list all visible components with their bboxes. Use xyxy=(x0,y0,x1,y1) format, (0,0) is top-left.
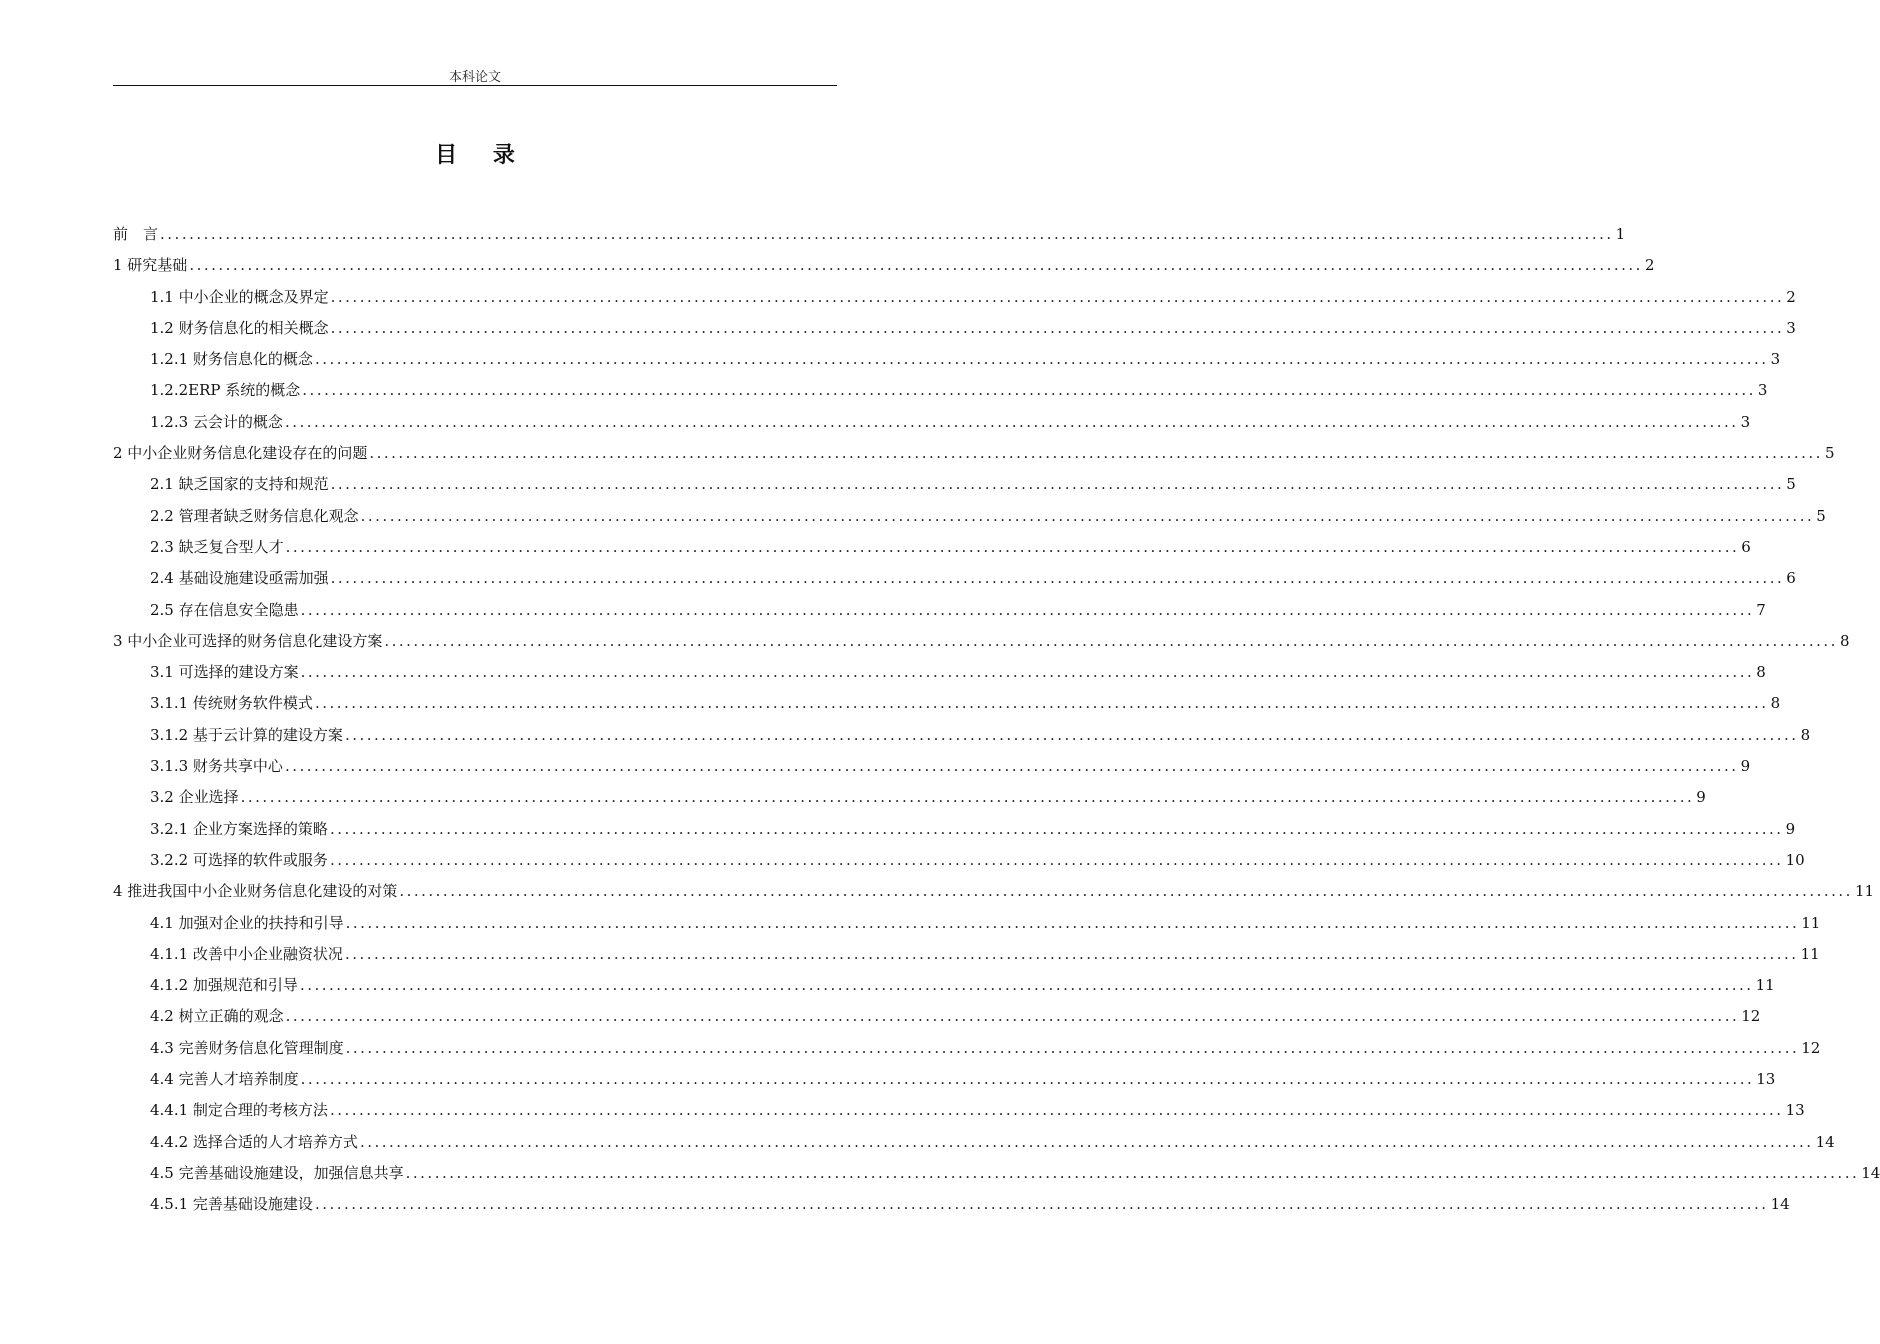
toc-leader-dots: ........................................................................................................................................................................................................ xyxy=(284,412,1739,431)
toc-entry-label: 4.5.1 完善基础设施建设 xyxy=(150,1195,313,1214)
toc-entry[interactable] xyxy=(113,469,1796,500)
toc-entry-page: 3 xyxy=(1757,381,1768,400)
toc-entry-page: 9 xyxy=(1785,819,1796,838)
toc-entry[interactable] xyxy=(113,1095,1805,1126)
toc-entry[interactable] xyxy=(113,1189,1790,1220)
toc-entry-label: 4.4.1 制定合理的考核方法 xyxy=(150,1101,328,1120)
toc-entry-label: 1.1 中小企业的概念及界定 xyxy=(150,287,329,306)
toc-entry-page: 8 xyxy=(1839,631,1850,650)
toc-leader-dots: ........................................................................................................................................................................................................ xyxy=(369,444,1823,463)
toc-entry-label: 4.5 完善基础设施建设，加强信息共享 xyxy=(150,1163,404,1182)
toc-entry-label: 3.1 可选择的建设方案 xyxy=(150,663,299,682)
toc-entry[interactable] xyxy=(113,720,1811,751)
toc-leader-dots: ........................................................................................................................................................................................................ xyxy=(384,631,1838,650)
toc-entry-page: 8 xyxy=(1800,725,1811,744)
toc-entry-label: 2.2 管理者缺乏财务信息化观念 xyxy=(150,506,359,525)
toc-leader-dots: ........................................................................................................................................................................................................ xyxy=(330,287,1785,306)
toc-entry-label: 1.2.2ERP 系统的概念 xyxy=(150,381,301,400)
toc-entry-label: 3.1.3 财务共享中心 xyxy=(150,757,283,776)
toc-leader-dots: ........................................................................................................................................................................................................ xyxy=(285,537,1740,556)
toc-leader-dots: ........................................................................................................................................................................................................ xyxy=(330,318,1785,337)
toc-entry[interactable] xyxy=(113,751,1751,782)
toc-leader-dots: ........................................................................................................................................................................................................ xyxy=(330,569,1785,588)
toc-entry-page: 9 xyxy=(1696,788,1706,807)
toc-entry-page: 11 xyxy=(1755,976,1775,995)
toc-entry[interactable] xyxy=(113,595,1766,626)
toc-entry-label: 1 研究基础 xyxy=(113,256,188,275)
toc-entry-label: 2.3 缺乏复合型人才 xyxy=(150,537,284,556)
toc-entry-page: 2 xyxy=(1786,287,1796,306)
toc-entry-label: 2.4 基础设施建设亟需加强 xyxy=(150,569,329,588)
toc-leader-dots: ........................................................................................................................................................................................................ xyxy=(360,506,1815,525)
toc-entry-page: 12 xyxy=(1741,1007,1761,1026)
toc-entry-page: 5 xyxy=(1816,506,1826,525)
toc-entry-page: 5 xyxy=(1824,444,1835,463)
toc-entry[interactable] xyxy=(113,250,1655,281)
toc-entry[interactable] xyxy=(113,970,1775,1001)
toc-entry[interactable] xyxy=(113,908,1821,939)
toc-leader-dots: ........................................................................................................................................................................................................ xyxy=(329,850,1784,869)
toc-entry-page: 14 xyxy=(1815,1132,1835,1151)
toc-entry[interactable] xyxy=(113,688,1781,719)
toc-entry[interactable] xyxy=(113,375,1768,406)
toc-entry-label: 3.2.1 企业方案选择的策略 xyxy=(150,819,328,838)
toc-leader-dots: ........................................................................................................................................................................................................ xyxy=(329,1101,1784,1120)
toc-entry[interactable] xyxy=(113,563,1796,594)
toc-entry-page: 3 xyxy=(1786,318,1796,337)
toc-leader-dots: ........................................................................................................................................................................................................ xyxy=(344,725,1799,744)
toc-entry[interactable] xyxy=(113,501,1826,532)
toc-entry[interactable] xyxy=(113,438,1835,469)
toc-entry-label: 4.1.1 改善中小企业融资状况 xyxy=(150,944,343,963)
header-rule xyxy=(113,85,837,86)
toc-entry-label: 4.1.2 加强规范和引导 xyxy=(150,976,298,995)
toc-leader-dots: ........................................................................................................................................................................................................ xyxy=(300,1070,1755,1089)
toc-entry[interactable] xyxy=(113,657,1766,688)
toc-entry-label: 2.1 缺乏国家的支持和规范 xyxy=(150,475,329,494)
toc-entry-label: 2.5 存在信息安全隐患 xyxy=(150,600,299,619)
toc-entry-page: 11 xyxy=(1800,944,1820,963)
toc-entry-label: 4.4.2 选择合适的人才培养方式 xyxy=(150,1132,358,1151)
toc-leader-dots: ........................................................................................................................................................................................................ xyxy=(359,1132,1814,1151)
toc-leader-dots: ........................................................................................................................................................................................................ xyxy=(299,976,1754,995)
toc-entry[interactable] xyxy=(113,1127,1835,1158)
toc-entry[interactable] xyxy=(113,219,1626,250)
toc-entry-label: 2 中小企业财务信息化建设存在的问题 xyxy=(113,444,368,463)
toc-entry[interactable] xyxy=(113,407,1751,438)
toc-leader-dots: ........................................................................................................................................................................................................ xyxy=(345,913,1800,932)
toc-entry-page: 6 xyxy=(1786,569,1796,588)
table-of-contents xyxy=(113,219,1880,1221)
toc-leader-dots: ........................................................................................................................................................................................................ xyxy=(300,663,1755,682)
toc-entry-label: 1.2.1 财务信息化的概念 xyxy=(150,350,313,369)
toc-entry-page: 2 xyxy=(1644,256,1655,275)
toc-entry-label: 1.2 财务信息化的相关概念 xyxy=(150,318,329,337)
toc-entry[interactable] xyxy=(113,845,1805,876)
toc-entry-page: 11 xyxy=(1854,882,1875,901)
toc-entry-label: 4.4 完善人才培养制度 xyxy=(150,1070,299,1089)
toc-entry[interactable] xyxy=(113,626,1850,657)
toc-entry-label: 4.2 树立正确的观念 xyxy=(150,1007,284,1026)
toc-entry-page: 8 xyxy=(1756,663,1766,682)
toc-entry[interactable] xyxy=(113,876,1875,907)
toc-entry-page: 1 xyxy=(1615,225,1626,243)
toc-entry-page: 3 xyxy=(1770,350,1781,369)
toc-entry-label: 4.1 加强对企业的扶持和引导 xyxy=(150,913,344,932)
toc-entry[interactable] xyxy=(113,782,1706,813)
toc-leader-dots: ........................................................................................................................................................................................................ xyxy=(345,1038,1800,1057)
toc-leader-dots: ........................................................................................................................................................................................................ xyxy=(160,225,1614,243)
toc-entry[interactable] xyxy=(113,814,1796,845)
toc-title: 目 录 xyxy=(435,142,529,168)
toc-entry[interactable] xyxy=(113,1033,1821,1064)
toc-leader-dots: ........................................................................................................................................................................................................ xyxy=(240,788,1695,807)
toc-leader-dots: ........................................................................................................................................................................................................ xyxy=(314,350,1769,369)
toc-entry-page: 14 xyxy=(1770,1195,1790,1214)
toc-entry-page: 8 xyxy=(1770,694,1781,713)
toc-leader-dots: ........................................................................................................................................................................................................ xyxy=(302,381,1756,400)
toc-leader-dots: ........................................................................................................................................................................................................ xyxy=(330,475,1785,494)
toc-leader-dots: ........................................................................................................................................................................................................ xyxy=(300,600,1755,619)
toc-leader-dots: ........................................................................................................................................................................................................ xyxy=(189,256,1643,275)
toc-leader-dots: ........................................................................................................................................................................................................ xyxy=(314,694,1769,713)
toc-leader-dots: ........................................................................................................................................................................................................ xyxy=(399,882,1853,901)
toc-entry-page: 6 xyxy=(1741,537,1751,556)
toc-entry-page: 13 xyxy=(1756,1070,1776,1089)
toc-entry[interactable] xyxy=(113,939,1820,970)
toc-entry[interactable] xyxy=(113,313,1796,344)
toc-entry[interactable] xyxy=(113,344,1781,375)
toc-entry[interactable] xyxy=(113,1158,1880,1189)
toc-entry[interactable] xyxy=(113,1001,1761,1032)
toc-entry-label: 前 言 xyxy=(113,225,159,243)
toc-entry[interactable] xyxy=(113,532,1751,563)
toc-leader-dots: ........................................................................................................................................................................................................ xyxy=(405,1163,1860,1182)
toc-leader-dots: ........................................................................................................................................................................................................ xyxy=(284,757,1739,776)
toc-leader-dots: ........................................................................................................................................................................................................ xyxy=(344,944,1799,963)
toc-entry[interactable] xyxy=(113,1064,1776,1095)
toc-entry[interactable] xyxy=(113,282,1796,313)
toc-entry-label: 1.2.3 云会计的概念 xyxy=(150,412,283,431)
toc-leader-dots: ........................................................................................................................................................................................................ xyxy=(314,1195,1769,1214)
toc-entry-page: 13 xyxy=(1785,1101,1805,1120)
toc-entry-page: 12 xyxy=(1801,1038,1821,1057)
toc-entry-page: 7 xyxy=(1756,600,1766,619)
toc-entry-label: 3.1.1 传统财务软件模式 xyxy=(150,694,313,713)
toc-entry-label: 3.2.2 可选择的软件或服务 xyxy=(150,850,328,869)
toc-entry-page: 5 xyxy=(1786,475,1796,494)
toc-leader-dots: ........................................................................................................................................................................................................ xyxy=(329,819,1784,838)
toc-entry-page: 10 xyxy=(1785,850,1805,869)
toc-leader-dots: ........................................................................................................................................................................................................ xyxy=(285,1007,1740,1026)
toc-entry-label: 4.3 完善财务信息化管理制度 xyxy=(150,1038,344,1057)
toc-entry-page: 3 xyxy=(1740,412,1751,431)
toc-entry-label: 3 中小企业可选择的财务信息化建设方案 xyxy=(113,631,383,650)
toc-entry-label: 4 推进我国中小企业财务信息化建设的对策 xyxy=(113,882,398,901)
toc-entry-page: 11 xyxy=(1801,913,1821,932)
toc-entry-page: 9 xyxy=(1740,757,1751,776)
toc-entry-label: 3.2 企业选择 xyxy=(150,788,239,807)
running-header: 本科论文 xyxy=(448,70,501,85)
toc-entry-label: 3.1.2 基于云计算的建设方案 xyxy=(150,725,343,744)
toc-entry-page: 14 xyxy=(1861,1163,1880,1182)
